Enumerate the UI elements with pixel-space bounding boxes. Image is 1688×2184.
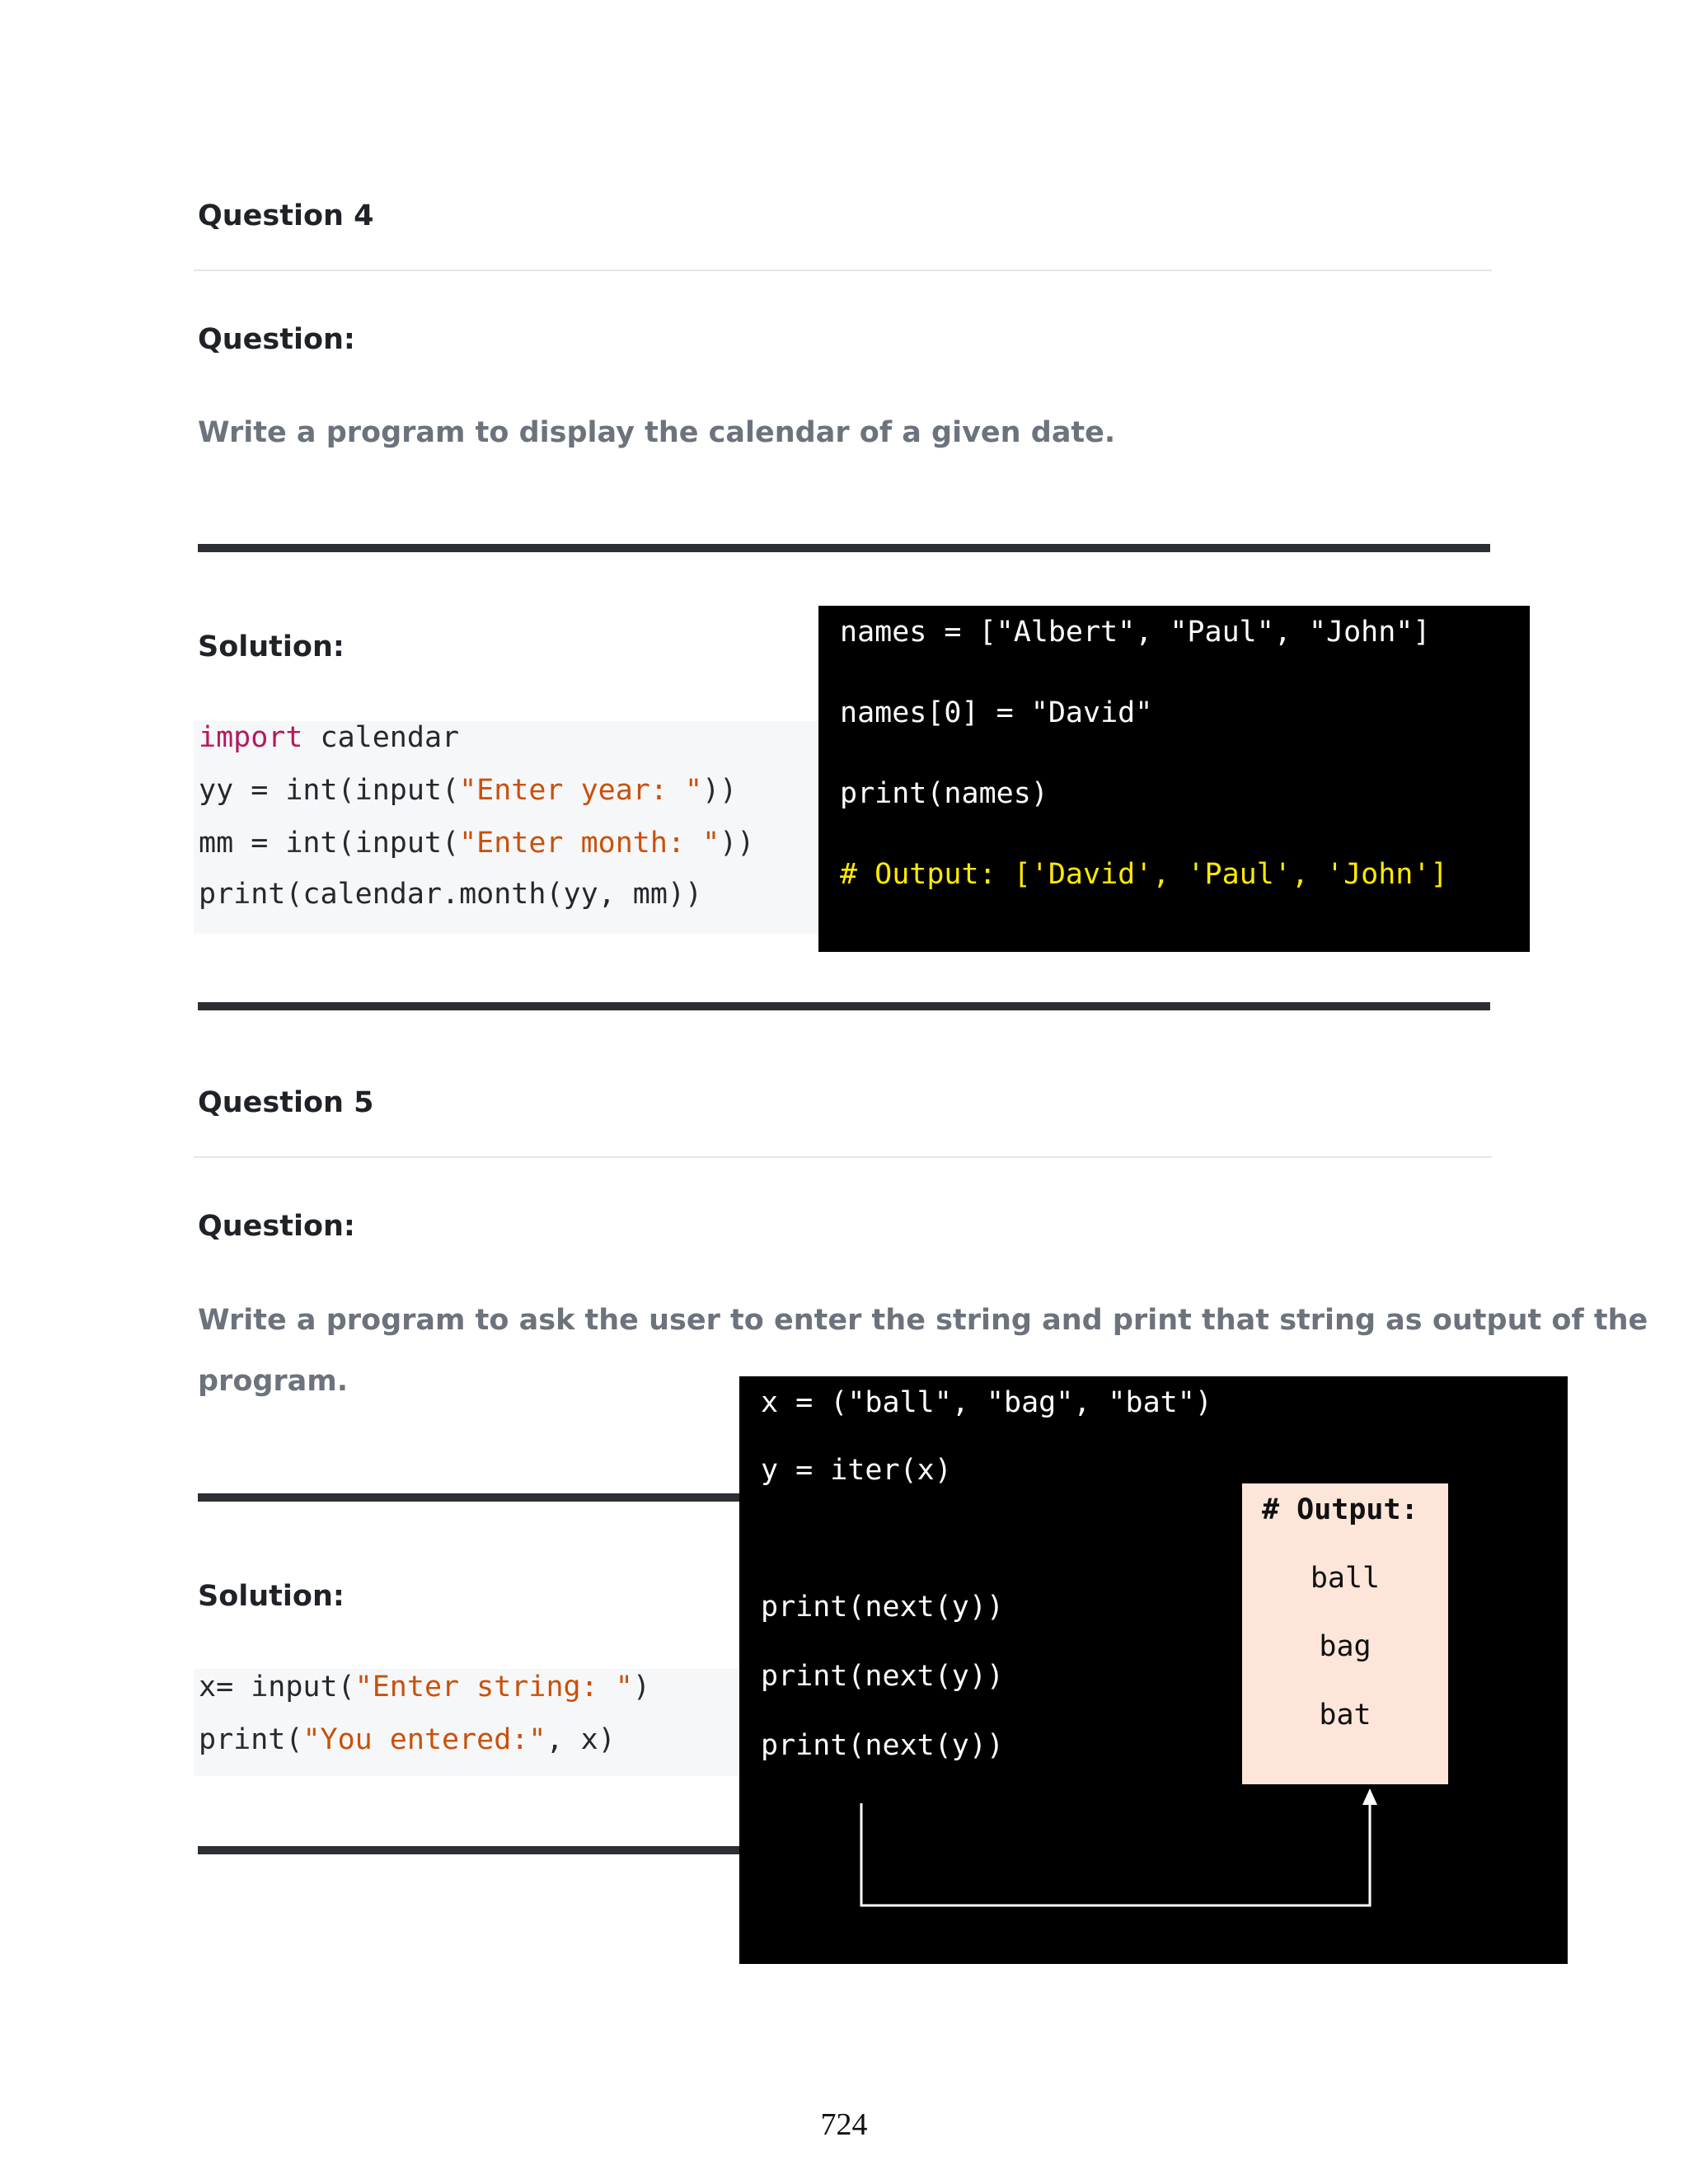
question-text-continued: program. <box>198 1365 349 1398</box>
output-item: bat <box>1319 1699 1372 1732</box>
code-line: print(names) <box>840 777 1048 810</box>
code-line: print(calendar.month(yy, mm)) <box>199 878 703 911</box>
code-block-input <box>194 1669 742 1776</box>
section-rule <box>198 1002 1490 1010</box>
code-line: names = ["Albert", "Paul", "John"] <box>840 616 1431 649</box>
code-line: print(next(y)) <box>761 1729 1005 1762</box>
code-line: print("You entered:", x) <box>199 1723 616 1756</box>
divider <box>194 269 1492 271</box>
divider <box>194 1156 1492 1158</box>
question-4-heading: Question 4 <box>198 199 374 232</box>
code-line: x = ("ball", "bag", "bat") <box>761 1386 1212 1419</box>
section-rule <box>198 544 1490 552</box>
code-line: y = iter(x) <box>761 1454 952 1487</box>
code-block-calendar <box>194 721 820 934</box>
question-5-heading: Question 5 <box>198 1086 374 1119</box>
code-line: print(next(y)) <box>761 1591 1005 1624</box>
section-rule <box>198 1493 742 1502</box>
solution-label: Solution: <box>198 1580 345 1613</box>
question-label: Question: <box>198 323 355 356</box>
code-line: print(next(y)) <box>761 1660 1005 1693</box>
output-title: # Output: <box>1262 1493 1418 1526</box>
page-number: 724 <box>820 2107 868 2142</box>
code-line: import calendar <box>199 721 460 754</box>
code-line: yy = int(input("Enter year: ")) <box>199 774 738 807</box>
code-line: mm = int(input("Enter month: ")) <box>199 827 755 860</box>
output-item: bag <box>1319 1630 1372 1663</box>
dark-code-panel-list <box>818 606 1530 952</box>
section-rule <box>198 1846 742 1854</box>
question-label: Question: <box>198 1210 355 1243</box>
dark-code-panel-iter <box>739 1376 1568 1964</box>
question-text: Write a program to display the calendar of a given date. <box>198 416 1116 449</box>
output-comment: # Output: ['David', 'Paul', 'John'] <box>840 858 1448 891</box>
flow-arrow <box>739 1376 1568 1964</box>
arrow-head-icon <box>1362 1788 1377 1805</box>
code-line: names[0] = "David" <box>840 696 1153 729</box>
code-line: x= input("Enter string: ") <box>199 1671 650 1704</box>
output-item: ball <box>1310 1562 1381 1595</box>
solution-label: Solution: <box>198 630 345 663</box>
question-text: Write a program to ask the user to enter the string and print that string as output of the <box>198 1304 1648 1337</box>
